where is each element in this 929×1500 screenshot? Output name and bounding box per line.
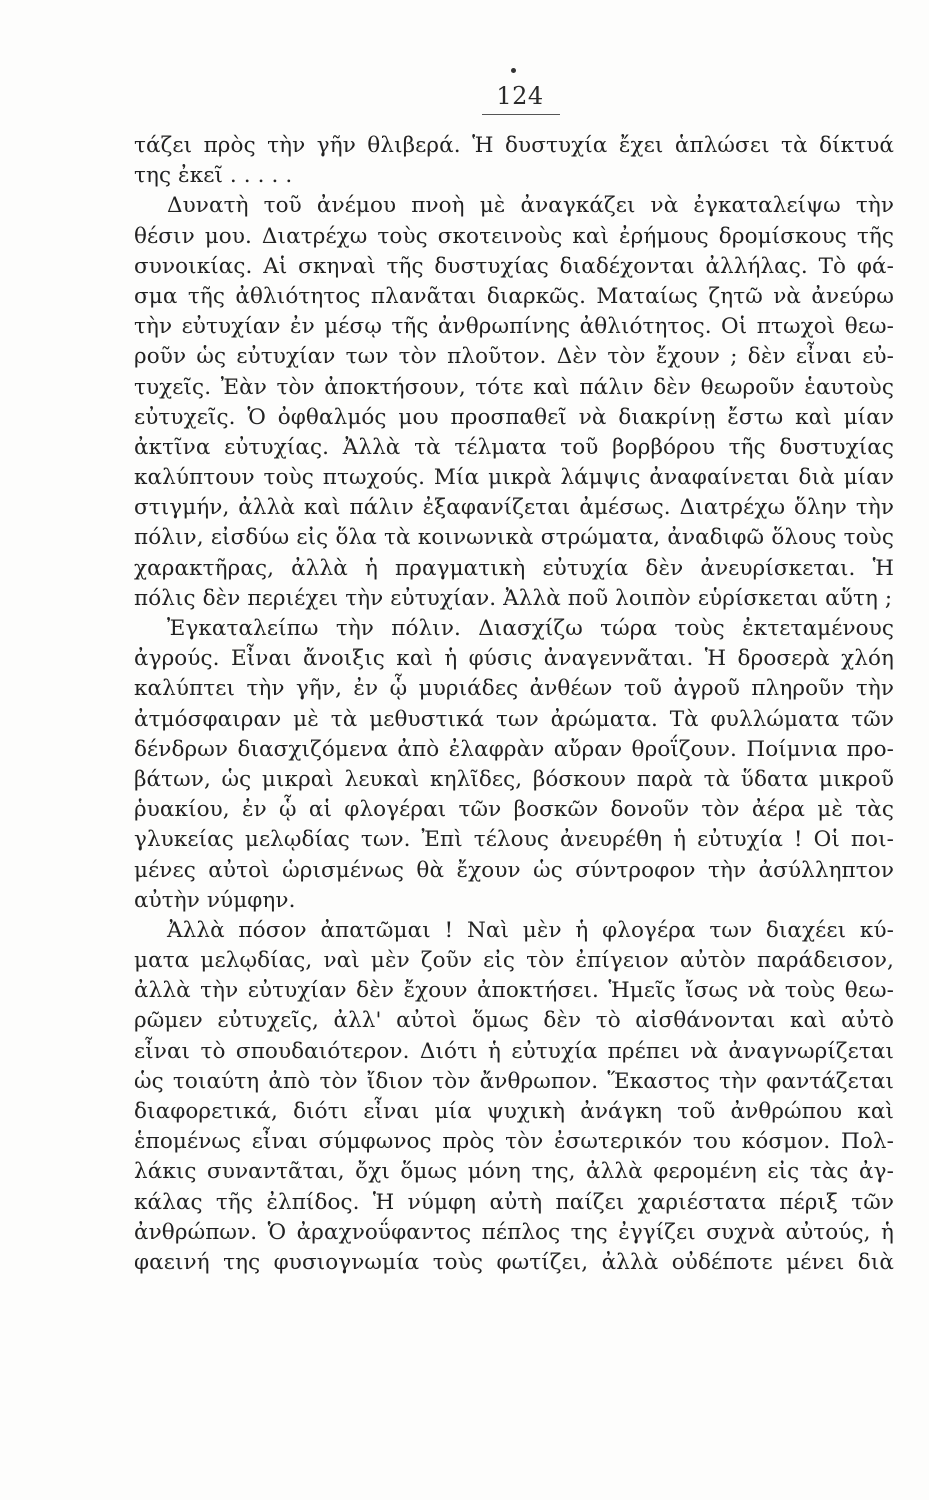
text-line: ροῦν ὡς εὐτυχίαν των τὸν πλοῦτον. Δὲν τὸν ἔχουν ; δὲν εἶναι εὐ- xyxy=(134,344,894,370)
text-line: καλύπτει τὴν γῆν, ἐν ᾧ μυριάδες ἀνθέων τοῦ ἀγροῦ πληροῦν τὴν xyxy=(134,676,894,702)
text-line: σμα τῆς ἀθλιότητος πλανᾶται διαρκῶς. Ματαίως ζητῶ νὰ ἀνεύρω xyxy=(134,283,894,309)
text-line: της ἐκεῖ . . . . . xyxy=(134,163,293,189)
header-dot xyxy=(511,68,516,73)
text-line: Ἐγκαταλείπω τὴν πόλιν. Διασχίζω τώρα τοὺς ἐκτεταμένους xyxy=(167,616,894,641)
text-line: εἶναι τὸ σπουδαιότερον. Διότι ἡ εὐτυχία πρέπει νὰ ἀναγνωρίζεται xyxy=(134,1038,894,1064)
text-line: τάζει πρὸς τὴν γῆν θλιβερά. Ἡ δυστυχία ἔχει ἁπλώσει τὰ δίκτυά xyxy=(134,133,894,158)
header-rule xyxy=(482,114,560,115)
text-line: χαρακτῆρας, ἀλλὰ ἡ πραγματικὴ εὐτυχία δὲν ἀνευρίσκεται. Ἡ xyxy=(134,555,894,581)
page-header xyxy=(0,68,929,128)
body-text xyxy=(134,131,894,1278)
text-line: ῥυακίου, ἐν ᾧ αἱ φλογέραι τῶν βοσκῶν δονοῦν τὸν ἀέρα μὲ τὰς xyxy=(134,797,894,823)
text-line: ὡς τοιαύτη ἀπὸ τὸν ἴδιον τὸν ἄνθρωπον. Ἕκαστος τὴν φαντάζεται xyxy=(134,1068,894,1094)
text-line: ἑπομένως εἶναι σύμφωνος πρὸς τὸν ἐσωτερικόν του κόσμον. Πολ- xyxy=(134,1129,894,1155)
text-line: συνοικίας. Αἱ σκηναὶ τῆς δυστυχίας διαδέχονται ἀλλήλας. Τὸ φά- xyxy=(134,253,894,279)
text-line: καλύπτουν τοὺς πτωχούς. Μία μικρὰ λάμψις ἀναφαίνεται διὰ μίαν xyxy=(134,465,894,491)
text-line: αὐτὴν νύμφην. xyxy=(134,887,296,913)
text-line: μένες αὐτοὶ ὡρισμένως θὰ ἔχουν ὡς σύντροφον τὴν ἀσύλληπτον xyxy=(134,857,894,883)
text-line: ἀνθρώπων. Ὁ ἀραχνοΰφαντος πέπλος της ἐγγίζει συχνὰ αὐτούς, ἡ xyxy=(134,1219,894,1245)
text-line: γλυκείας μελῳδίας των. Ἐπὶ τέλους ἀνευρέθη ἡ εὐτυχία ! Οἱ ποι- xyxy=(134,827,894,853)
text-line: εὐτυχεῖς. Ὁ ὀφθαλμός μου προσπαθεῖ νὰ διακρίνῃ ἔστω καὶ μίαν xyxy=(134,404,894,430)
text-line: ἀκτῖνα εὐτυχίας. Ἀλλὰ τὰ τέλματα τοῦ βορβόρου τῆς δυστυχίας xyxy=(134,434,894,460)
text-line: ἀλλὰ τὴν εὐτυχίαν δὲν ἔχουν ἀποκτήσει. Ἡμεῖς ἴσως νὰ τοὺς θεω- xyxy=(134,978,894,1004)
text-line: ἀτμόσφαιραν μὲ τὰ μεθυστικά των ἀρώματα. Τὰ φυλλώματα τῶν xyxy=(134,706,894,732)
text-line: Ἀλλὰ πόσον ἀπατῶμαι ! Ναὶ μὲν ἡ φλογέρα των διαχέει κύ- xyxy=(167,917,894,943)
text-line: φαεινή της φυσιογνωμία τοὺς φωτίζει, ἀλλὰ οὐδέποτε μένει διὰ xyxy=(134,1249,894,1275)
text-line: τυχεῖς. Ἐὰν τὸν ἀποκτήσουν, τότε καὶ πάλιν δὲν θεωροῦν ἑαυτοὺς xyxy=(134,374,894,400)
text-line: στιγμήν, ἀλλὰ καὶ πάλιν ἐξαφανίζεται ἀμέσως. Διατρέχω ὅλην τὴν xyxy=(134,495,894,521)
text-line: βάτων, ὡς μικραὶ λευκαὶ κηλῖδες, βόσκουν παρὰ τὰ ὕδατα μικροῦ xyxy=(134,766,894,792)
text-line: θέσιν μου. Διατρέχω τοὺς σκοτεινοὺς καὶ ἐρήμους δρομίσκους τῆς xyxy=(134,223,894,249)
page-number: 124 xyxy=(496,82,544,110)
text-line: Δυνατὴ τοῦ ἀνέμου πνοὴ μὲ ἀναγκάζει νὰ ἐγκαταλείψω τὴν xyxy=(167,193,894,219)
text-line: διαφορετικά, διότι εἶναι μία ψυχικὴ ἀνάγκη τοῦ ἀνθρώπου καὶ xyxy=(134,1099,894,1124)
text-line: δένδρων διασχιζόμενα ἀπὸ ἐλαφρὰν αὔραν θροΐζουν. Ποίμνια προ- xyxy=(134,736,894,762)
text-line: κάλας τῆς ἐλπίδος. Ἡ νύμφη αὐτὴ παίζει χαριέστατα πέριξ τῶν xyxy=(134,1189,894,1215)
text-line: ρῶμεν εὐτυχεῖς, ἀλλ' αὐτοὶ ὅμως δὲν τὸ αἰσθάνονται καὶ αὐτὸ xyxy=(134,1008,894,1034)
text-line: πόλιν, εἰσδύω εἰς ὅλα τὰ κοινωνικὰ στρώματα, ἀναδιφῶ ὅλους τοὺς xyxy=(134,525,894,551)
text-line: πόλις δὲν περιέχει τὴν εὐτυχίαν. Ἀλλὰ ποῦ λοιπὸν εὑρίσκεται αὕτη ; xyxy=(134,585,893,611)
text-line: λάκις συναντᾶται, ὄχι ὅμως μόνη της, ἀλλὰ φερομένη εἰς τὰς ἀγ- xyxy=(134,1159,894,1185)
text-line: ματα μελῳδίας, ναὶ μὲν ζοῦν εἰς τὸν ἐπίγειον αὐτὸν παράδεισον, xyxy=(134,948,894,974)
text-line: ἀγρούς. Εἶναι ἄνοιξις καὶ ἡ φύσις ἀναγεννᾶται. Ἡ δροσερὰ χλόη xyxy=(134,646,894,672)
text-line: τὴν εὐτυχίαν ἐν μέσῳ τῆς ἀνθρωπίνης ἀθλιότητος. Οἱ πτωχοὶ θεω- xyxy=(134,314,894,340)
